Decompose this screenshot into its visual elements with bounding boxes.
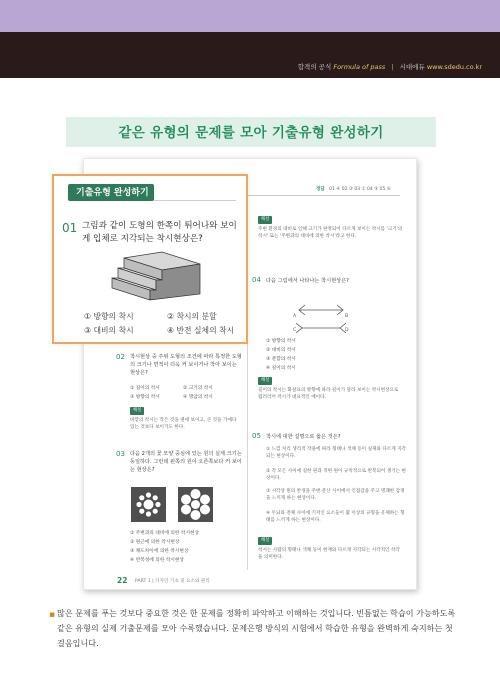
highlight-tag-label: 기출유형 완성하기 bbox=[76, 188, 149, 198]
q1-number: 01 bbox=[62, 221, 78, 235]
caption-text: 많은 문제를 푸는 것보다 중요한 것은 한 문제를 정확히 파악하고 이해하는 것입니다. 빈틈없는 학습이 가능하도록 같은 유형의 실제 기출문제를 모아 수록했습니다. 문제은행 방식의 시험에서 학습한 유형을 완벽하게 숙지하는 첫 걸음입니다. bbox=[57, 608, 456, 648]
q2-explanation-tag: 해설 bbox=[130, 407, 144, 415]
q2-text: 착시현상 중 주위 도형의 조건에 따라 특정한 도형의 크기나 면적이 더욱 커 보이거나 작아 보이는 현상은? bbox=[130, 354, 242, 376]
page-number: 22 bbox=[117, 576, 128, 585]
q5-text: 착시에 대한 설명으로 옳은 것은? bbox=[266, 434, 341, 440]
q4-option-4: ④ 길이의 착시 bbox=[266, 366, 296, 371]
q3-figure-left bbox=[131, 487, 166, 522]
answer-values: 01 ④ 02 ③ 03 ① 04 ③ 05 ⑤ bbox=[329, 187, 391, 192]
highlight-tag-rule bbox=[154, 200, 236, 201]
brand-line bbox=[298, 62, 482, 71]
q3-figure-right bbox=[178, 487, 213, 522]
q5-option-2: ② 각 모든 사이에 길한 원과 직한 원이 규칙적으로 반복되어 생기는 현상이다. bbox=[266, 469, 406, 481]
right-top-explanation-tag: 해설 bbox=[258, 216, 272, 224]
q3-option-3: ③ 채도차이에 의한 착시현상 bbox=[130, 549, 189, 554]
header-band bbox=[0, 32, 500, 78]
q5-explanation-tag: 해설 bbox=[258, 537, 272, 545]
q1-option-1: ① 방향의 착시 bbox=[84, 312, 134, 321]
answer-label: 정답 bbox=[316, 187, 325, 192]
q4-explanation: 길이의 착시는 화살표의 방향에 따라 길이가 달라 보이는 착시현상으로 뮐러리어 착시가 대표적인 예이다. bbox=[258, 388, 399, 400]
brand-tagline: 합격의 공식 bbox=[297, 63, 332, 71]
q4-label-d: D bbox=[345, 328, 349, 333]
q4-text: 다음 그림에서 나타나는 착시현상은? bbox=[266, 278, 349, 284]
q4-number: 04 bbox=[252, 276, 261, 284]
q2-option-3: ③ 방향의 착시 bbox=[130, 395, 160, 400]
brand-tagline-en: Formula of pass bbox=[333, 63, 386, 71]
q2-option-4: ④ 명암의 착시 bbox=[183, 395, 213, 400]
q4-option-1: ① 방향의 착시 bbox=[266, 339, 296, 344]
q5-option-1: ① 느낌 처리 생리적 작용에 따라 형태나 색채 등이 실제와 다르게 지각되는 현상이다. bbox=[266, 447, 406, 459]
q2-option-2: ② 크기의 착시 bbox=[183, 386, 213, 391]
q2-option-1: ① 길이의 착시 bbox=[130, 386, 160, 391]
flower-large-petals-icon bbox=[178, 487, 213, 522]
q4-arrow-figure bbox=[296, 300, 349, 340]
q5-option-4: ④ 두뇌와 전체 사이에 기저인 요소들이 몇 이상의 규형을 유체하는 형태를 느끼게 하는 현상이다. bbox=[266, 511, 405, 523]
q3-option-1: ① 주변과의 대비에 의한 착시현상 bbox=[130, 531, 200, 536]
q1-option-3: ③ 대비의 착시 bbox=[84, 326, 134, 335]
q5-explanation: 착시는 사람의 형태나 색채 등이 현재와 다르게 지각되는 시각적인 착각을 의미한다. bbox=[258, 548, 400, 560]
top-accent-band bbox=[0, 0, 500, 32]
q5-option-3: ③ 시각상 원의 반경을 주변 분산 사이에서 인접감을 주고 명쾌한 감정을 느끼게 하는 현상이다. bbox=[266, 489, 405, 501]
q4-label-b: B bbox=[345, 314, 349, 319]
q4-option-2: ② 대비의 착시 bbox=[266, 348, 296, 353]
q1-text: 그림과 같이 도형의 한쪽이 튀어나와 보이게 입체로 지각되는 착시현상은? bbox=[82, 221, 237, 244]
q3-text: 다음 2개의 꽃 모양 중심에 있는 원의 실제 크기는 동일하다. 그런데 왼쪽의 원이 오른쪽보다 커 보이는 현상은? bbox=[130, 451, 242, 473]
brand-separator: | bbox=[391, 63, 394, 71]
answer-row bbox=[316, 186, 391, 192]
q4-option-3: ③ 분할의 착시 bbox=[266, 357, 296, 362]
q4-label-c: C bbox=[293, 328, 297, 333]
brand-url[interactable]: www.sdedu.co.kr bbox=[426, 63, 482, 71]
section-title: 같은 유형의 문제를 모아 기출유형 완성하기 bbox=[118, 125, 384, 141]
page-footer-title: PART 1 | 디자인 기초 및 요소와 원리 bbox=[135, 579, 210, 584]
caption-bullet-icon: ▪ bbox=[49, 610, 56, 620]
q4-explanation-tag: 해설 bbox=[258, 377, 272, 385]
q3-number: 03 bbox=[116, 450, 125, 458]
q5-number: 05 bbox=[252, 432, 261, 440]
q4-label-a: A bbox=[293, 314, 297, 319]
q2-explanation: 바깥의 착시는 작은 것을 옆에 보이고, 큰 것을 가에다 있는 것보다 보이기도 한다. bbox=[130, 418, 237, 430]
brand-publisher: 시대에듀 bbox=[399, 63, 425, 71]
q1-option-2: ② 착시의 분할 bbox=[167, 312, 217, 321]
flower-small-petals-icon bbox=[131, 487, 166, 522]
q2-number: 02 bbox=[116, 353, 125, 361]
q3-option-2: ② 원근에 의한 착시현상 bbox=[130, 540, 180, 545]
q1-option-4: ④ 반전 실체의 착시 bbox=[167, 326, 235, 335]
q3-option-4: ④ 반복성에 의한 착시현상 bbox=[130, 558, 184, 563]
stairs-illusion-figure bbox=[104, 250, 214, 308]
right-top-explanation: 주변 환경의 대비로 인해 크기가 판정되어 다르게 보이는 착시를 '크기'의 착시' 또는 '주변과의 대비에 의한 착시'라고 한다. bbox=[258, 227, 403, 239]
